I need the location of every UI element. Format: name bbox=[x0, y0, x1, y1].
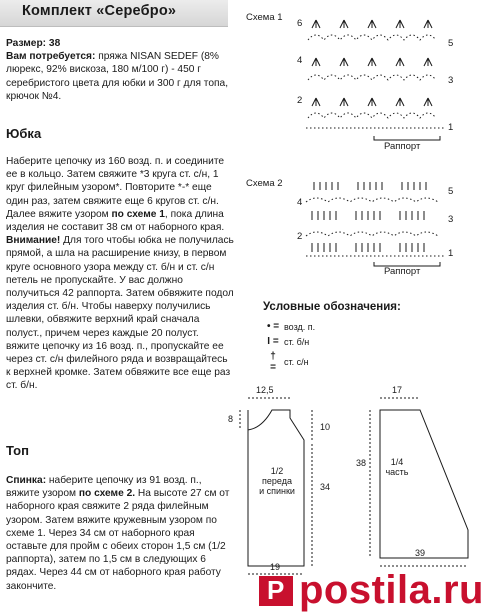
front-back-label: 1/2 переда и спинки bbox=[259, 466, 295, 496]
front-dim-left: 8 bbox=[228, 414, 234, 424]
skirt-text-3: Для того чтобы юбка не получилась прямой, а шла на расширение книзу, в первом круге основного узора между ст. б/н и ст. с/н петель не пропускайте. У вас должно получиться 42 раппорта. Затем обвяжите подол изделия ст. б/н. Чтобы наверху получились шлевки, обвяжите верхний край сначала полуст., причем через каждые 20 полуст. вяжите цепочку из 16 возд. п., пропускайте ее через ст. с/н филейного ряда и возвращайтесь к верхней кромке. Затем обвяжите все еще раз ст. б/н. bbox=[6, 235, 234, 392]
scheme1-repeat-bracket bbox=[374, 136, 440, 140]
skirt-piece-label: 1/4 часть bbox=[385, 457, 409, 477]
watermark-logo-icon: P bbox=[259, 576, 293, 606]
skirt-attention: Внимание! bbox=[6, 235, 61, 247]
scheme1-arcs-upper bbox=[308, 35, 436, 40]
front-dim-top: 12,5 bbox=[256, 385, 274, 395]
scheme2-row-5: 5 bbox=[448, 186, 454, 197]
skirt-scheme-ref: по схеме 1 bbox=[111, 208, 165, 220]
scheme1-row-6-symbols bbox=[312, 20, 432, 28]
scheme1-repeat-label: Раппорт bbox=[384, 141, 421, 152]
materials-text: пряжа NISAN SEDEF (8% люрекс, 92% вискоза, 180 м/100 г) - 450 г серебристого цвета для юбки и 300 г для топа, крючок №4. bbox=[6, 51, 229, 102]
scheme2-row-4: 4 bbox=[297, 197, 303, 208]
scheme1-row-1: 1 bbox=[448, 122, 454, 133]
scheme2-row-3: 3 bbox=[448, 214, 454, 225]
skirt-dim-bottom: 39 bbox=[415, 548, 426, 558]
scheme2-label: Схема 2 bbox=[246, 178, 283, 189]
double-crochet-symbol: † = bbox=[270, 351, 276, 373]
scheme1-row-6: 6 bbox=[297, 18, 303, 29]
scheme1-chart bbox=[306, 20, 444, 140]
front-dim-right-upper: 10 bbox=[320, 422, 331, 432]
scheme2-row-1: 1 bbox=[448, 248, 454, 259]
top-heading: Топ bbox=[6, 443, 29, 458]
legend-item-chain bbox=[266, 321, 315, 332]
materials-label: Вам потребуется: bbox=[6, 51, 96, 63]
legend-item-dc bbox=[266, 351, 309, 373]
page-title: Комплект «Серебро» bbox=[22, 3, 177, 19]
scheme2-chain-2 bbox=[306, 232, 438, 236]
skirt-heading: Юбка bbox=[6, 126, 42, 141]
legend-item-sc bbox=[266, 336, 309, 347]
scheme1-row-3: 3 bbox=[448, 75, 454, 86]
size-label: Размер: 38 bbox=[6, 38, 61, 49]
scheme1-label: Схема 1 bbox=[246, 12, 283, 23]
skirt-piece bbox=[370, 398, 468, 566]
scheme1-arcs-middle bbox=[308, 75, 436, 80]
front-dim-right-lower: 34 bbox=[320, 482, 331, 492]
top-text-2: На высоте 27 см от наборного края свяжите 2 ряда филейным узором. Затем вяжите кружевным узором по схеме 1. Через 34 см от наборного края оставьте для пройм с обеих сторон 1,5 см (1/2 раппорта), затем по 1,5 см в следующих 6 рядах. Через 44 см от наборного края работу закончите. bbox=[6, 488, 230, 592]
scheme2-repeat-label: Раппорт bbox=[384, 266, 421, 277]
legend-text-chain: возд. п. bbox=[284, 321, 316, 332]
scheme2-row-3 bbox=[312, 211, 424, 220]
legend-title: Условные обозначения: bbox=[263, 301, 401, 313]
scheme1-row-4: 4 bbox=[297, 55, 303, 66]
top-scheme-ref: по схеме 2. bbox=[78, 488, 136, 500]
scheme2-row-1 bbox=[312, 243, 424, 252]
scheme1-row-2-symbols bbox=[312, 98, 432, 106]
scheme2-chart bbox=[306, 182, 444, 266]
front-dim-bottom: 19 bbox=[270, 562, 281, 572]
scheme1-arcs-lower bbox=[308, 113, 436, 118]
scheme1-row-2: 2 bbox=[297, 95, 303, 106]
scheme2-row-2: 2 bbox=[297, 231, 303, 242]
chain-stitch-symbol: • = bbox=[266, 321, 280, 332]
single-crochet-symbol: I = bbox=[267, 336, 279, 347]
skirt-text-1: Наберите цепочку из 160 возд. п. и соедините ее в кольцо. Затем свяжите *3 круга ст. с/н, 1 круг филейным узором*. Повторите *-* еще один раз, затем свяжите еще 6 кругов ст. с/н. Далее вяжите узором bbox=[6, 156, 225, 220]
legend-text-dc: ст. с/н bbox=[284, 357, 309, 367]
watermark bbox=[259, 568, 484, 613]
scheme1-row-5: 5 bbox=[448, 38, 454, 49]
legend-text-sc: ст. б/н bbox=[284, 336, 310, 347]
watermark-text: postila.ru bbox=[298, 568, 484, 612]
scheme2-chain-4 bbox=[306, 198, 438, 202]
top-text-1: наберите цепочку из 91 возд. п., вяжите узором bbox=[6, 475, 202, 500]
skirt-dim-top: 17 bbox=[392, 385, 403, 395]
scheme2-repeat-bracket bbox=[374, 262, 440, 266]
scheme2-row-5 bbox=[314, 182, 426, 190]
skirt-text-2: , пока длина изделия не составит 38 см от наборного края. bbox=[6, 208, 225, 234]
skirt-dim-left: 38 bbox=[356, 458, 367, 468]
back-label: Спинка: bbox=[6, 475, 47, 486]
scheme1-row-4-symbols bbox=[312, 58, 432, 66]
